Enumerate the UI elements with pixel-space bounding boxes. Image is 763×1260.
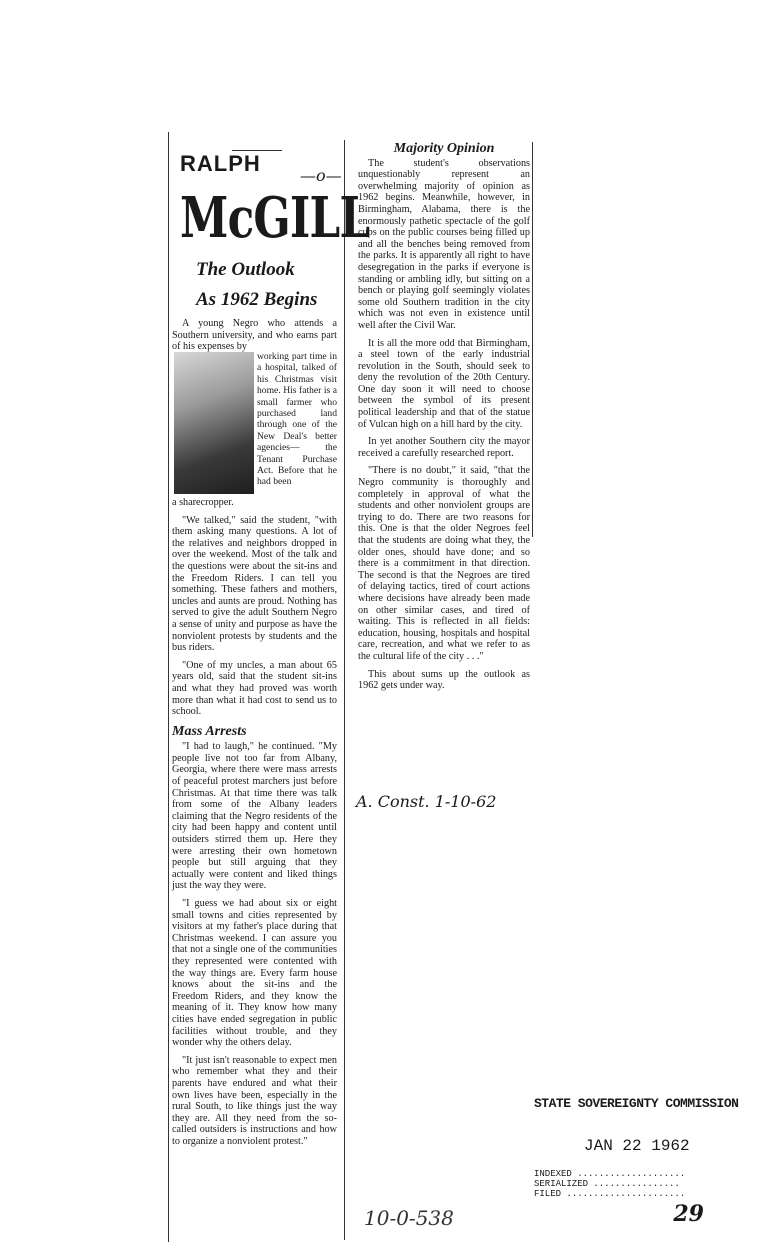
right-paragraph-5: This about sums up the outlook as 1962 gets under way. [358,668,530,692]
columnist-photo [174,352,254,494]
right-paragraph-3: In yet another Southern city the mayor received a carefully researched report. [358,436,530,459]
subhead-mass-arrests: Mass Arrests [172,723,247,739]
right-paragraph-4: "There is no doubt," it said, "that the Negro community is thoroughly and completely in approval of what the students and other nonviolent groups are trying to do. There are two reasons for this. One is that the older Negroes feel that the students are doing what they, the older ones, should have done; and so there is a commitment in that direction. The second is that the Negroes are tired of delaying tactics, tired of court actions where decisions have already been made on other similar cases, and tired of waiting. This is reflected in all fields: education, housing, hospitals and hospital care, recreation, and what we refer to as the cultural life of the city . . ." [358,465,530,662]
body-paragraph-5: "It just isn't reasonable to expect men who remember what they and their parents have endured and what their own lives have been, especially in the rural South, to like things just the way they are. All they need from the so-called outsiders is instructions and how to organize a nonviolent protest." [172,1054,337,1147]
columnist-first-name: RALPH [180,151,261,176]
body-paragraph-1: "We talked," said the student, "with them asking many questions. A lot of the relatives and neighbors dropped in over the weekend. Most of the talk and the questions were about the sit-ins and the Freedom Riders. I can tell you something. These fathers and mothers, uncles and aunts are proud. Nothing has served to give the adult Southern Negro a sense of unity and purpose as have the nonviolent protests by students and the bus riders. [172,514,337,654]
column-rule-middle [344,140,345,1240]
stamp-serialized: SERIALIZED ................ [534,1179,680,1189]
stamp-date: JAN 22 1962 [584,1137,690,1155]
headline-line-2: As 1962 Begins [196,289,318,310]
columnist-last-name: McGILL [180,185,370,251]
column-rule-right [532,142,533,537]
photo-wrap-paragraph: working part time in a hospital, talked of his Christmas visit home. His father is a small farmer who purchased land through one of the New Deal's better agencies— the Tenant Purchase Act. Before that he had been [257,351,337,488]
after-photo-text: a sharecropper. [172,497,234,508]
body-paragraph-2: "One of my uncles, a man about 65 years old, said that the student sit-ins and what they had proved was worth more than what it had cost to send us to school. [172,659,337,718]
stamp-filed: FILED ...................... [534,1189,686,1199]
handwritten-file-number: 10-0-538 [364,1206,454,1230]
column-rule-left [168,132,169,1242]
headline-line-1: The Outlook [196,259,295,280]
body-paragraph-3: "I had to laugh," he continued. "My people live not too far from Albany, Georgia, where there were mass arrests of peaceful protest marchers just before Christmas. At that time there was talk from some of the Albany leaders claiming that the Negro residents of the city had been happy and content until outsiders stirred them up. Here they were arresting their own hometown people but still arguing that they actually were content and liked things just the way they were. [172,741,337,892]
right-column-body [358,143,530,698]
stamp-number: 29 [673,1201,704,1227]
photo-wrap-text [257,351,337,494]
body-paragraph-4: "I guess we had about six or eight small towns and cities represented by visitors at my father's place during that Christmas weekend. I can assure you that not a single one of the communities they represented were contented with the way things are. Every farm house knows about the sit-ins and the Freedom Riders, and they know the meaning of it. They know how many cities have ended segregation in public facilities without trouble, and they wonder why the others delay. [172,898,337,1049]
stamp-title: STATE SOVEREIGNTY COMMISSION [534,1096,739,1111]
right-paragraph-2: It is all the more odd that Birmingham, a steel town of the early industrial revolution in the South, should seek to deny the revolution of the 20th Century. One day soon it will need to choose between the symbol of its present political leadership and that of the statue of Vulcan high on a hill hard by the city. [358,337,530,430]
stamp-indexed: INDEXED .................... [534,1169,686,1179]
left-column-body [172,497,337,1153]
subhead-majority-opinion: Majority Opinion [393,141,495,156]
right-paragraph-1: The student's observations unquestionably represent an overwhelming majority of opinion as 1962 begins. Meanwhile, however, in Birmingham, Alabama, there is the enormously pathetic spectacle of the golf cups on the public courses being filled up and all the benches being removed from the parks. It is apparently all right to have desegregation in the parks if everyone is standing or ambling idly, but sitting on a bench or playing golf seemingly violates some old Southern tradition in the city which was not even in existence until well after the Civil War. [358,157,530,331]
masthead-pen-mark: —o— [300,166,342,185]
handwritten-source-note: A. Const. 1-10-62 [356,792,497,811]
intro-paragraph: A young Negro who attends a Southern university, and who earns part of his expenses by [172,318,337,353]
commission-stamp [534,1088,744,1233]
